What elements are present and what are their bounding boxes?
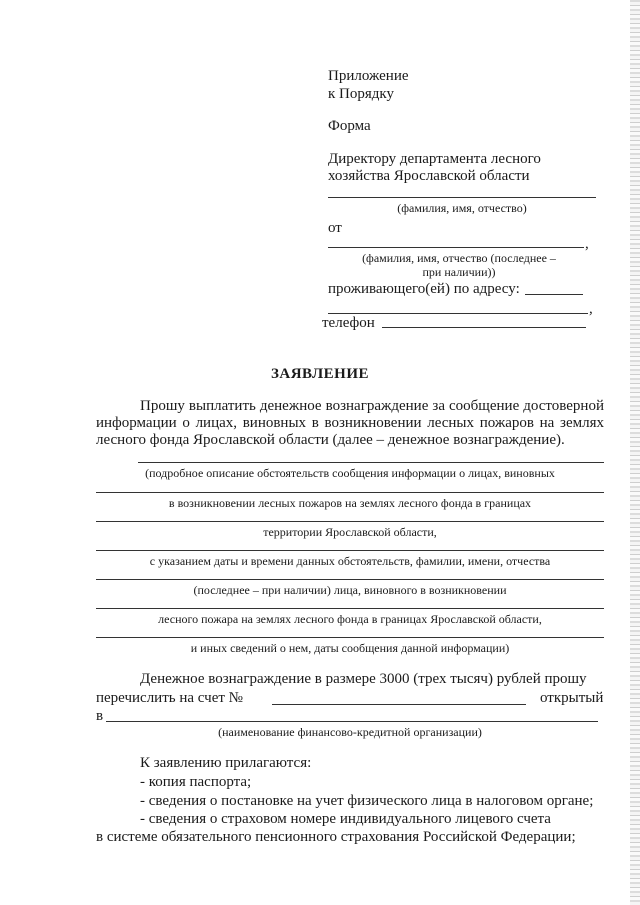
from-label: от <box>328 220 342 236</box>
description-caption-6: лесного пожара на землях лесного фонда в границах Ярославской области, <box>158 612 542 626</box>
attachment-item-line-2: в системе обязательного пенсионного страхования Российской Федерации; <box>96 829 576 845</box>
comma: , <box>585 236 589 252</box>
description-caption-2: в возникновении лесных пожаров на землях лесного фонда в границах <box>168 496 532 510</box>
applicant-name-line[interactable] <box>328 247 584 248</box>
document-title: ЗАЯВЛЕНИЕ <box>270 366 370 382</box>
scan-edge <box>630 0 640 905</box>
description-line-7[interactable] <box>96 637 604 638</box>
caption-fio-patronymic-2: при наличии)) <box>422 265 496 279</box>
residing-label: проживающего(ей) по адресу: <box>328 281 520 297</box>
to-order-label: к Порядку <box>328 86 394 102</box>
description-caption-3: территории Ярославской области, <box>263 525 437 539</box>
caption-fio-patronymic-1: (фамилия, имя, отчество (последнее – <box>362 251 556 265</box>
addressee-line-2: хозяйства Ярославской области <box>328 168 530 184</box>
attachment-item: - копия паспорта; <box>140 774 252 790</box>
description-line-4[interactable] <box>96 550 604 551</box>
request-paragraph: Прошу выплатить денежное вознаграждение за сообщение достоверной информации о лицах, виновных в возникновении лесных пожаров на землях лесного фонда Ярославской области (далее – денежное вознаграждение). <box>96 398 604 448</box>
caption-fio: (фамилия, имя, отчество) <box>397 201 527 215</box>
attachment-item-line-1: - сведения о страховом номере индивидуального лицевого счета <box>140 811 551 827</box>
phone-label: телефон <box>322 315 375 331</box>
appendix-label: Приложение <box>328 68 409 84</box>
payment-line-1: Денежное вознаграждение в размере 3000 (трех тысяч) рублей прошу <box>140 671 587 687</box>
description-caption-5: (последнее – при наличии) лица, виновного в возникновении <box>193 583 507 597</box>
description-caption-7: и иных сведений о нем, даты сообщения данной информации) <box>190 641 510 655</box>
address-line-1[interactable] <box>525 294 583 295</box>
attachments-title: К заявлению прилагаются: <box>140 755 312 771</box>
attachment-item: - сведения о постановке на учет физического лица в налоговом органе; <box>140 793 594 809</box>
addressee-line-1: Директору департамента лесного <box>328 151 541 167</box>
description-caption-1: (подробное описание обстоятельств сообщения информации о лицах, виновных <box>145 466 555 480</box>
description-line-3[interactable] <box>96 521 604 522</box>
description-line-6[interactable] <box>96 608 604 609</box>
description-line-2[interactable] <box>96 492 604 493</box>
bank-caption: (наименование финансово-кредитной организации) <box>218 725 482 739</box>
account-number-line[interactable] <box>272 704 526 705</box>
phone-line[interactable] <box>382 327 586 328</box>
bank-name-line[interactable] <box>106 721 598 722</box>
payment-in-label: в <box>96 708 104 724</box>
comma: , <box>589 301 593 317</box>
description-caption-4: с указанием даты и времени данных обстоятельств, фамилии, имени, отчества <box>149 554 551 568</box>
description-line-1[interactable] <box>138 462 604 463</box>
description-line-5[interactable] <box>96 579 604 580</box>
director-name-line[interactable] <box>328 197 596 198</box>
payment-transfer-label: перечислить на счет № <box>96 690 243 706</box>
address-line-2[interactable] <box>328 313 588 314</box>
payment-opened-label: открытый <box>540 690 604 706</box>
form-label: Форма <box>328 118 371 134</box>
